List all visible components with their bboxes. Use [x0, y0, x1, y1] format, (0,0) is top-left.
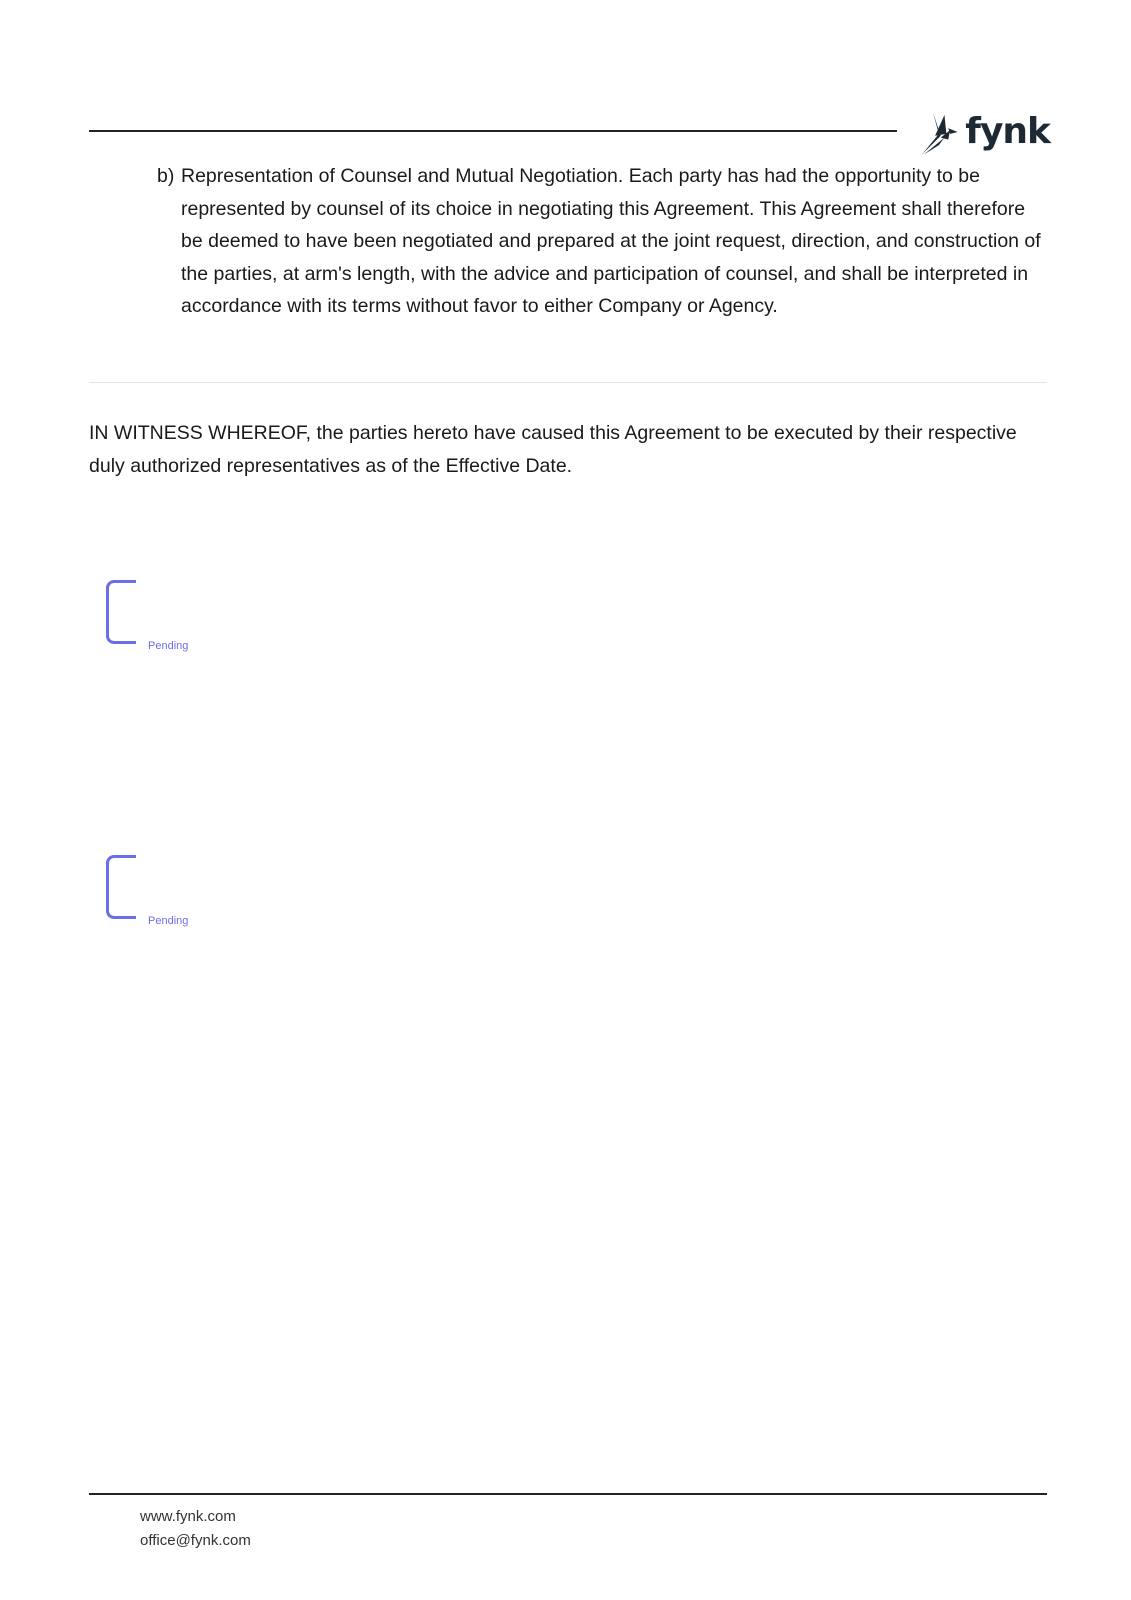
logo-text: fynk [965, 111, 1050, 152]
fynk-logo [920, 104, 1050, 160]
footer-website: www.fynk.com [140, 1508, 236, 1525]
header-divider [89, 130, 897, 132]
clause-text: Representation of Counsel and Mutual Negotiation. Each party has had the opportunity to be represented by counsel of its choice in negotiating this Agreement. This Agreement shall therefore be deemed to have been negotiated and prepared at the joint request, direction, and construction of the parties, at arm's length, with the advice and participation of counsel, and shall be interpreted in accordance with its terms without favor to either Company or Agency. [181, 165, 1041, 317]
signature-status: Pending [148, 915, 189, 927]
bird-logo-icon [920, 106, 963, 158]
clause-marker: b) [157, 165, 175, 187]
section-divider [89, 382, 1047, 383]
witness-paragraph: IN WITNESS WHEREOF, the parties hereto have caused this Agreement to be executed by their respective duly authorized representatives as of the Effective Date. [89, 422, 1017, 477]
signature-field-1[interactable] [106, 580, 226, 660]
signature-field-2[interactable] [106, 855, 226, 935]
clause-b [157, 160, 1047, 323]
footer-divider [89, 1493, 1047, 1495]
signature-bracket-icon [106, 580, 136, 644]
signature-bracket-icon [106, 855, 136, 919]
signature-status: Pending [148, 640, 189, 652]
footer-email: office@fynk.com [140, 1532, 251, 1549]
footer [140, 1505, 251, 1553]
